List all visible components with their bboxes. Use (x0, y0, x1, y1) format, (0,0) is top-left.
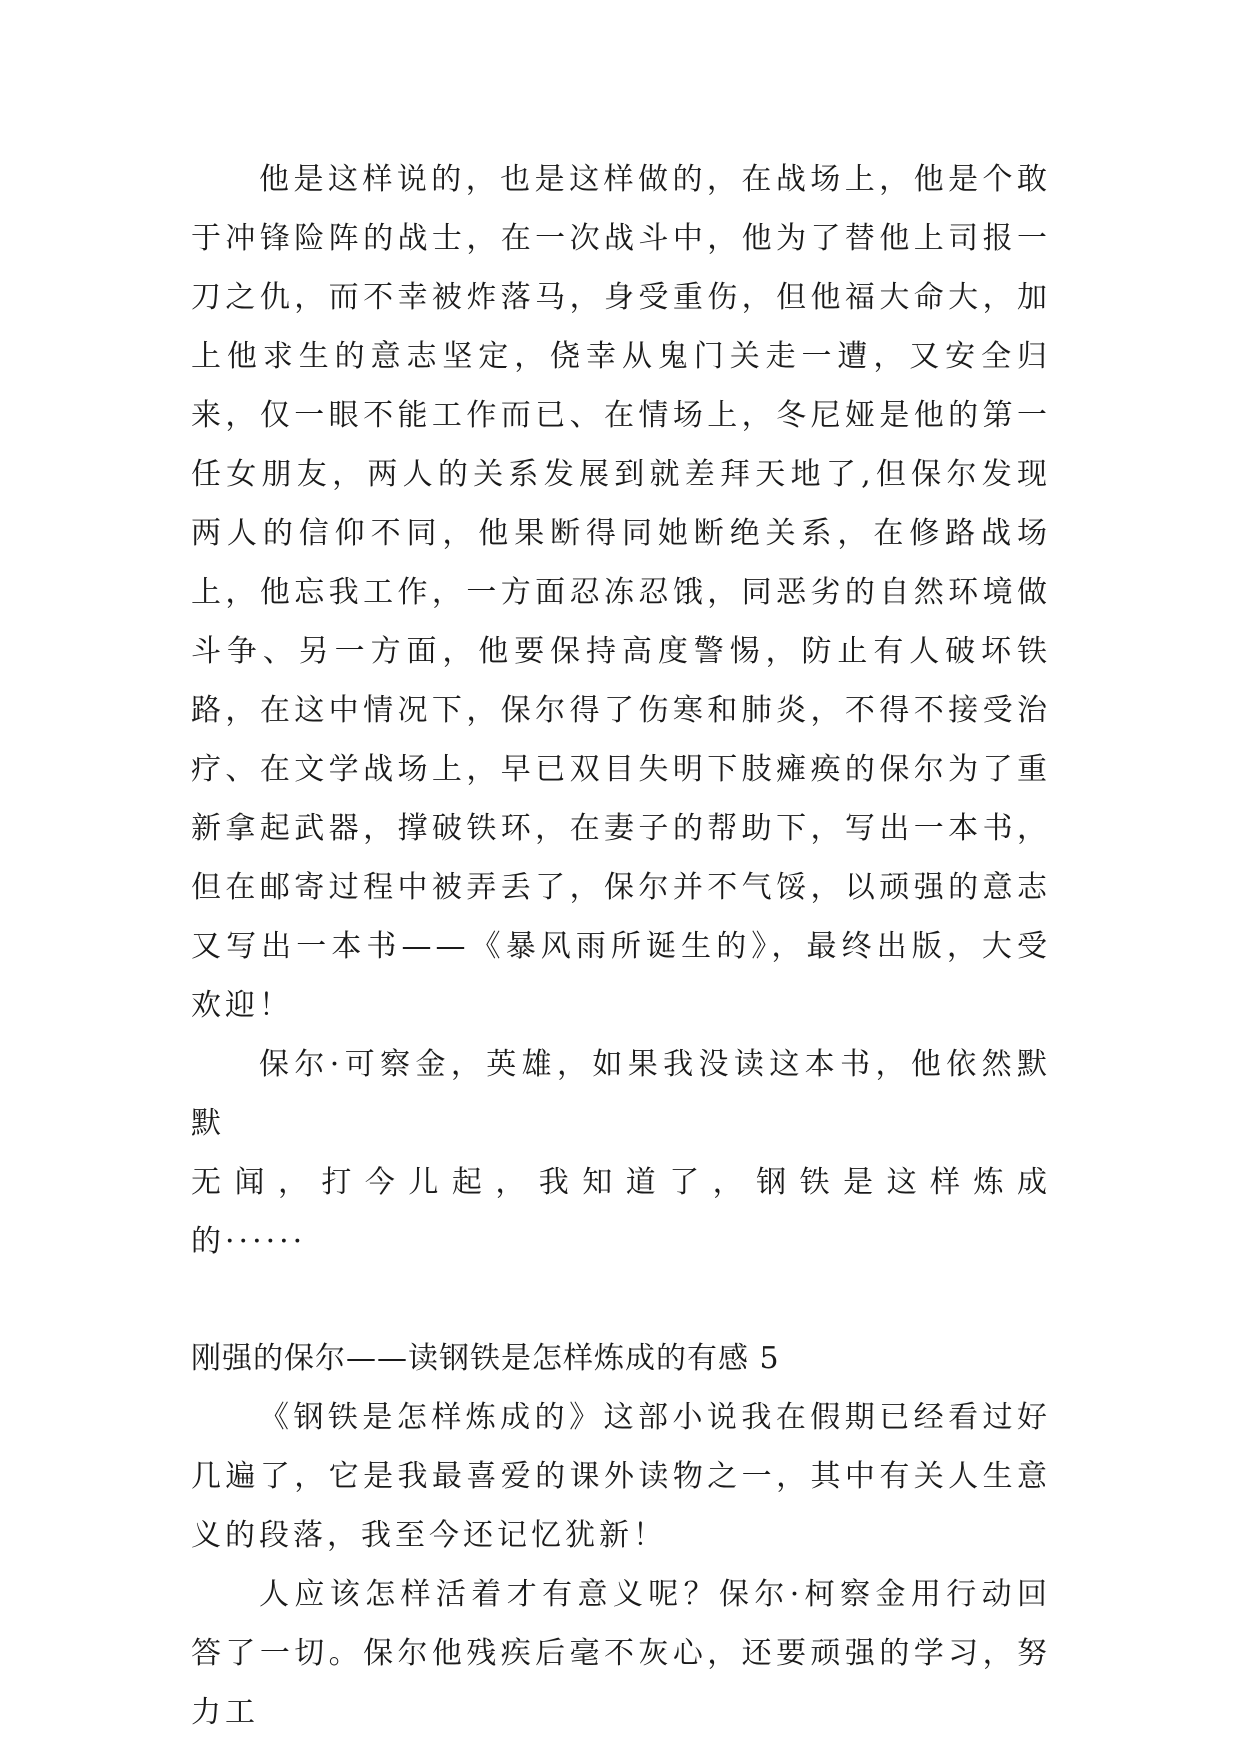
paragraph-meaning-of-life: 人应该怎样活着才有意义呢？保尔·柯察金用行动回答了一切。保尔他残疾后毫不灰心，还要顽强的学习，努力工 (191, 1577, 1051, 1730)
paragraph-paul-hero-line2: 无闻，打今儿起，我知道了，钢铁是这样炼成 (191, 1165, 1051, 1200)
paragraph-paul-hero-line1: 保尔·可察金，英雄，如果我没读这本书，他依然默默 (191, 1047, 1051, 1141)
section-divider-space (191, 1271, 1051, 1329)
essay-title: 刚强的保尔——读钢铁是怎样炼成的有感 5 (191, 1341, 780, 1376)
paragraph-paul-deeds: 他是这样说的，也是这样做的，在战场上，他是个敢于冲锋险阵的战士，在一次战斗中，他为了替他上司报一刀之仇，而不幸被炸落马，身受重伤，但他福大命大，加上他求生的意志坚定，侥幸从鬼门关走一遭，又安全归来，仅一眼不能工作而已、在情场上，冬尼娅是他的第一任女朋友，两人的关系发展到就差拜天地了,但保尔发现两人的信仰不同，他果断得同她断绝关系，在修路战场上，他忘我工作，一方面忍冻忍饿，同恶劣的自然环境做斗争、另一方面，他要保持高度警惕，防止有人破坏铁路，在这中情况下，保尔得了伤寒和肺炎，不得不接受治疗、在文学战场上，早已双目失明下肢瘫痪的保尔为了重新拿起武器，撑破铁环，在妻子的帮助下，写出一本书，但在邮寄过程中被弄丢了，保尔并不气馁，以顽强的意志又写出一本书——《暴风雨所诞生的》，最终出版，大受欢迎！ (191, 162, 1051, 1023)
paragraph-paul-hero-line3: 的······ (191, 1224, 307, 1259)
paragraph-novel-intro: 《钢铁是怎样炼成的》这部小说我在假期已经看过好几遍了，它是我最喜爱的课外读物之一，其中有关人生意义的段落，我至今还记忆犹新！ (191, 1400, 1051, 1553)
document-page (191, 150, 1051, 1742)
